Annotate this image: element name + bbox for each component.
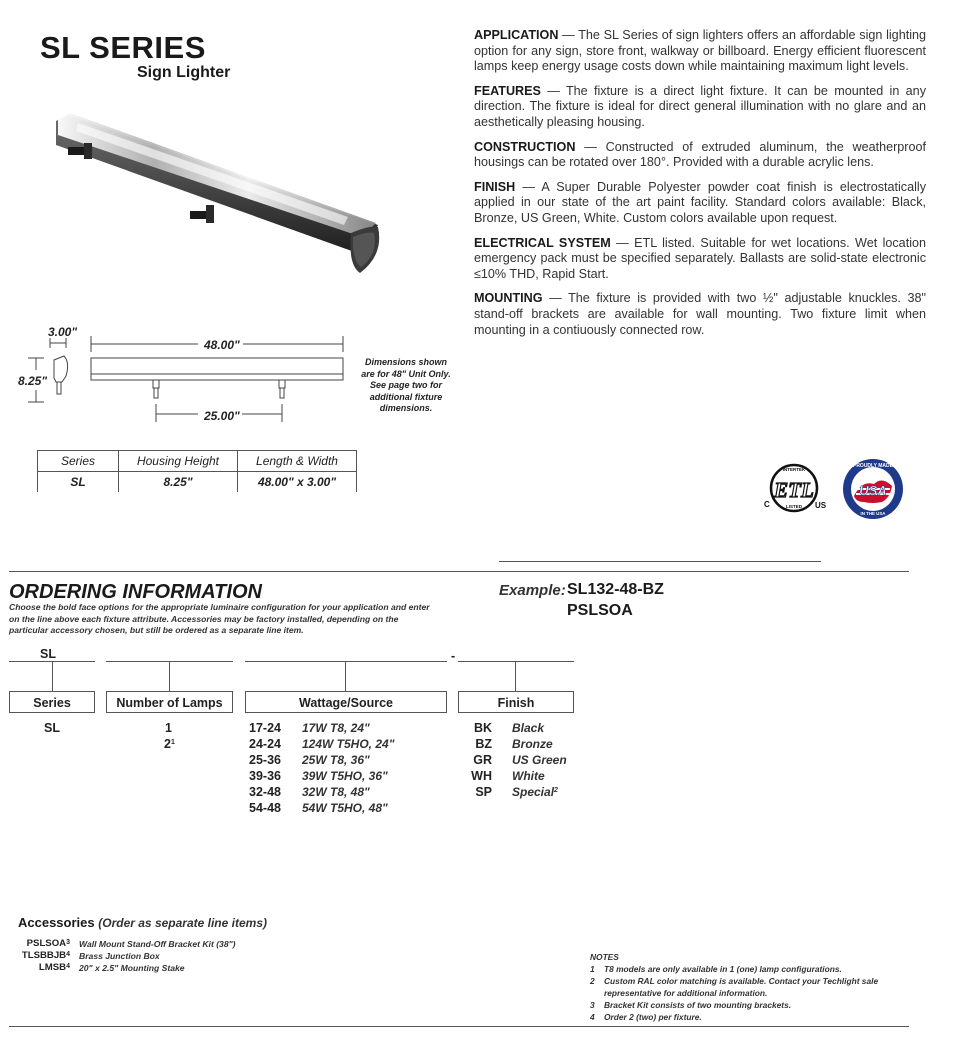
accessory-code: PSLSOA$^3$ bbox=[26, 938, 70, 949]
divider-bottom bbox=[9, 1026, 909, 1027]
etl-listed-logo bbox=[762, 458, 826, 522]
entry-line-wattage bbox=[245, 661, 447, 662]
example-label: Example: bbox=[499, 582, 566, 599]
dimension-note: Dimensions shown are for 48" Unit Only. See page two for additional fixture dimensions. bbox=[361, 357, 451, 413]
option-wattage-code: 54-48 bbox=[249, 801, 281, 815]
svg-text:ETL: ETL bbox=[774, 478, 814, 502]
spec-value-height: 8.25" bbox=[119, 472, 238, 493]
note-item: 2 Custom RAL color matching is available. Contact your Techlight sale representative for additional information. bbox=[590, 976, 879, 998]
connector-wattage bbox=[345, 662, 346, 691]
svg-text:C: C bbox=[764, 500, 770, 509]
svg-text:LISTED: LISTED bbox=[785, 504, 803, 509]
desc-mounting: MOUNTING — The fixture is provided with two ½" adjustable knuckles. 38" stand-off brackets are available for wall mounting. Two fixture limit when mounting in a contiuously connected row. bbox=[474, 291, 926, 337]
divider-ordering bbox=[9, 571, 909, 572]
desc-application: APPLICATION — The SL Series of sign lighters offers an affordable sign lighting option for any sign, store front, walkway or billboard. Energy efficient fluorescent lamps keep energy usage costs down while maintaining maximum light levels. bbox=[474, 28, 926, 74]
option-lamps-1: 1 bbox=[165, 721, 172, 735]
connector-finish bbox=[515, 662, 516, 691]
option-finish-desc: US Green bbox=[512, 753, 567, 767]
desc-electrical: ELECTRICAL SYSTEM — ETL listed. Suitable for wet locations. Wet location emergency pack must be specified separately. Ballasts are solid-state electronic ≤10% THD, Rapid Start. bbox=[474, 235, 926, 281]
option-finish-desc: Special$^2$ bbox=[512, 785, 558, 799]
svg-text:PROUDLY MADE: PROUDLY MADE bbox=[852, 463, 894, 469]
ordering-title: ORDERING INFORMATION bbox=[9, 581, 262, 603]
dim-length: 48.00" bbox=[204, 338, 240, 352]
option-finish-code: BZ bbox=[475, 737, 492, 751]
svg-text:USA: USA bbox=[859, 483, 887, 498]
dim-height: 8.25" bbox=[18, 374, 48, 388]
spec-header-height: Housing Height bbox=[119, 451, 238, 472]
page-title: SL SERIES bbox=[40, 30, 206, 65]
svg-text:INTERTEK: INTERTEK bbox=[782, 467, 806, 472]
spec-table-row bbox=[38, 472, 357, 493]
option-wattage-desc: 17W T8, 24" bbox=[302, 721, 370, 735]
divider-short bbox=[499, 561, 821, 562]
accessory-desc: Brass Junction Box bbox=[79, 951, 160, 961]
ordering-instructions: Choose the bold face options for the appropriate luminaire configuration for your application and enter on the line above each fixture attribute. Accessories may be factory installed, depending on the particular accessory chosen, but still be ordered as a separate line item. bbox=[9, 602, 430, 636]
accessory-code: TLSBBJB$^4$ bbox=[21, 950, 70, 961]
dim-width: 3.00" bbox=[48, 325, 78, 339]
option-wattage-code: 17-24 bbox=[249, 721, 281, 735]
option-finish-desc: Black bbox=[512, 721, 545, 735]
dim-knuckle-spacing: 25.00" bbox=[204, 409, 240, 423]
option-wattage-desc: 54W T5HO, 48" bbox=[302, 801, 388, 815]
page-subtitle: Sign Lighter bbox=[137, 64, 231, 81]
option-finish-desc: Bronze bbox=[512, 737, 553, 751]
made-in-usa-badge bbox=[842, 458, 904, 520]
option-wattage-code: 39-36 bbox=[249, 769, 281, 783]
notes bbox=[590, 951, 890, 1023]
col-header-wattage: Wattage/Source bbox=[245, 691, 447, 713]
option-wattage-code: 24-24 bbox=[249, 737, 281, 751]
spec-table bbox=[37, 450, 357, 492]
option-wattage-desc: 32W T8, 48" bbox=[302, 785, 370, 799]
connector-series bbox=[52, 662, 53, 691]
product-image bbox=[48, 105, 383, 290]
description bbox=[474, 28, 926, 347]
accessory-desc: 20" x 2.5" Mounting Stake bbox=[79, 963, 185, 973]
entry-dash: - bbox=[451, 649, 456, 663]
option-lamps-2: $2^1$ bbox=[164, 737, 175, 751]
spec-value-length: 48.00" x 3.00" bbox=[238, 472, 357, 493]
option-finish-code: WH bbox=[471, 769, 492, 783]
spec-header-length: Length & Width bbox=[238, 451, 357, 472]
option-wattage-code: 32-48 bbox=[249, 785, 281, 799]
option-finish-code: BK bbox=[473, 721, 492, 735]
example-code-1: SL132-48-BZ bbox=[567, 581, 664, 598]
order-prefix: SL bbox=[40, 647, 56, 661]
connector-lamps bbox=[169, 662, 170, 691]
desc-features: FEATURES — The fixture is a direct light fixture. It can be mounted in any direction. The fixture is ideal for direct general illumination with no glare and an aesthetically pleasing housing. bbox=[474, 83, 926, 129]
accessories-title: Accessories (Order as separate line items) bbox=[18, 915, 267, 930]
example-code-2: PSLSOA bbox=[567, 602, 633, 619]
entry-line-finish bbox=[458, 661, 574, 662]
accessory-desc: Wall Mount Stand-Off Bracket Kit (38") bbox=[79, 939, 236, 949]
option-finish-desc: White bbox=[512, 769, 545, 783]
spec-value-series: SL bbox=[38, 472, 119, 493]
svg-text:US: US bbox=[815, 501, 826, 510]
option-finish-code: SP bbox=[475, 785, 492, 799]
option-wattage-code: 25-36 bbox=[249, 753, 281, 767]
svg-text:IN THE USA: IN THE USA bbox=[860, 511, 886, 516]
desc-construction: CONSTRUCTION — Constructed of extruded aluminum, the weatherproof housings can be rotated over 180°. Provided with a durable acrylic lens. bbox=[474, 139, 926, 170]
col-header-series: Series bbox=[9, 691, 95, 713]
notes-title: NOTES bbox=[590, 952, 619, 962]
note-item: 3 Bracket Kit consists of two mounting brackets. bbox=[590, 1000, 792, 1010]
option-wattage-desc: 25W T8, 36" bbox=[302, 753, 370, 767]
option-wattage-desc: 124W T5HO, 24" bbox=[302, 737, 395, 751]
option-wattage-desc: 39W T5HO, 36" bbox=[302, 769, 388, 783]
spec-table-header bbox=[38, 451, 357, 472]
option-finish-code: GR bbox=[473, 753, 492, 767]
spec-header-series: Series bbox=[38, 451, 119, 472]
col-header-lamps: Number of Lamps bbox=[106, 691, 233, 713]
desc-finish: FINISH — A Super Durable Polyester powder coat finish is electrostatically applied in our state of the art paint facility. Standard colors available: Black, Bronze, US Green, White. Custom colors available upon request. bbox=[474, 179, 926, 225]
option-series-sl: SL bbox=[44, 721, 60, 735]
note-item: 1 T8 models are only available in 1 (one) lamp configurations. bbox=[590, 964, 842, 974]
note-item: 4 Order 2 (two) per fixture. bbox=[590, 1012, 702, 1022]
col-header-finish: Finish bbox=[458, 691, 574, 713]
accessory-code: LMSB$^4$ bbox=[38, 962, 70, 973]
